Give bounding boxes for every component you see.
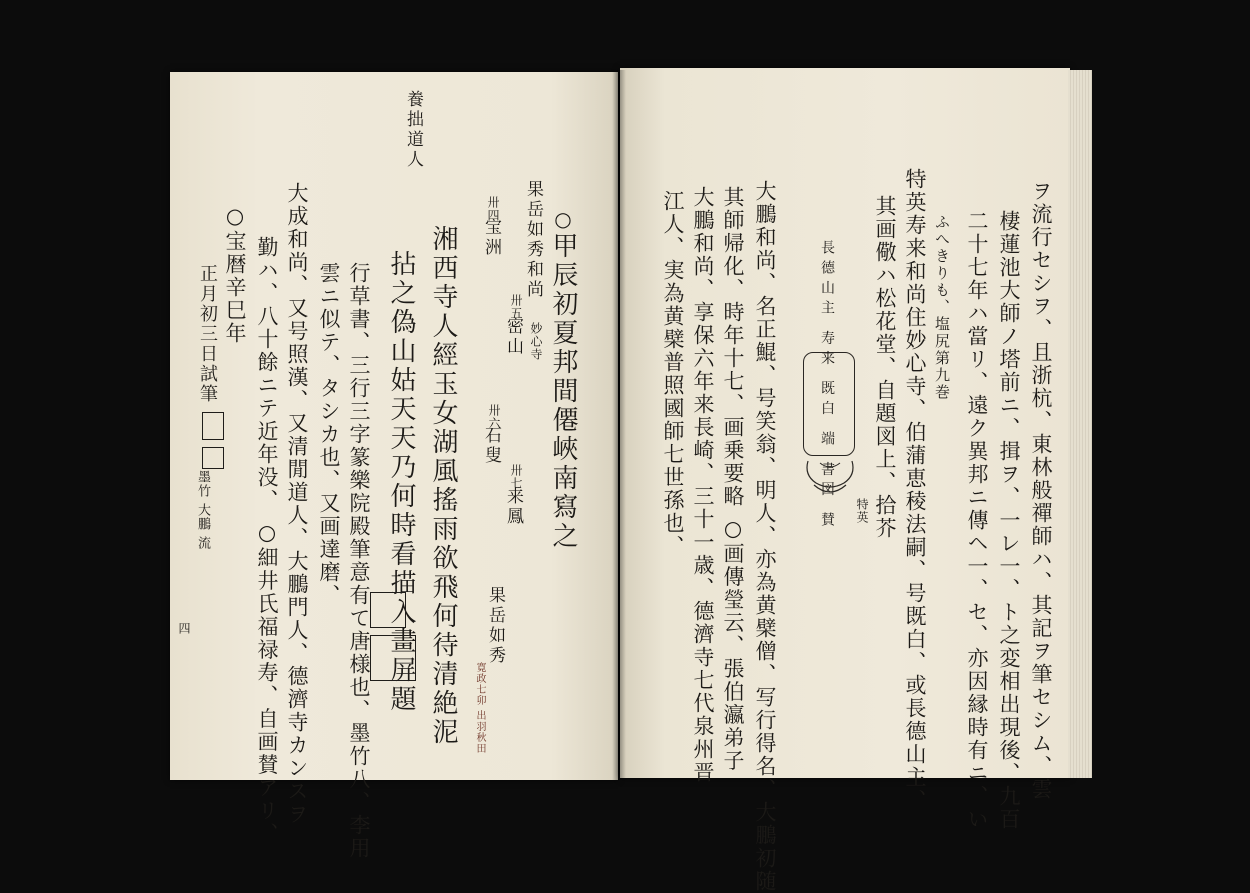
signature-note: 寛政七卯 出羽秋田 bbox=[474, 662, 485, 755]
left-body-col-3: 大成和尚、又号照漢、又清閒道人、大鵬門人、德濟寺カンスヲ bbox=[285, 182, 309, 826]
lotus-pedestal-icon bbox=[800, 455, 860, 499]
sub-heading-note: 妙心寺 bbox=[529, 322, 543, 361]
verse-col-1: 甲辰初夏邦間僊峽南寫之 bbox=[548, 232, 578, 551]
list-num: 卅四 bbox=[486, 196, 500, 222]
left-body-col-6: 正月初三日試筆 bbox=[197, 264, 218, 404]
list-name: 密山 bbox=[503, 317, 523, 357]
right-body-col-7: 大鵬和尚、名正鯤、号笑翁、明人、亦為黄檗僧、写行得名、大鵬初随 bbox=[753, 180, 777, 893]
page-edges bbox=[1068, 70, 1092, 778]
right-body-col-4: ふへきりも、塩尻第九巻 bbox=[933, 214, 951, 401]
list-name: 石叟 bbox=[481, 426, 501, 466]
square-seal-small bbox=[370, 592, 406, 628]
square-seal-large bbox=[370, 635, 416, 681]
list-num: 卅六 bbox=[487, 404, 501, 430]
list-num: 卅五 bbox=[509, 294, 523, 320]
left-body-col-4: 勤ハ、八十餘ニテ近年没、 ○細井氏福禄寿、自画賛アリ、 bbox=[255, 236, 279, 846]
small-stamp bbox=[202, 447, 224, 469]
sub-heading: 果岳如秀和尚 bbox=[523, 180, 543, 300]
signature-name: 果岳如秀 bbox=[485, 586, 505, 666]
verse-circle: ○ bbox=[551, 207, 575, 234]
verse-col-2: 湘西寺人經玉女湖風搖雨欲飛何待清絶泥 bbox=[428, 225, 458, 747]
right-body-col-6: 其画儆ハ松花堂、自題図上、拾芥 bbox=[873, 195, 897, 540]
figure-note: 特英 bbox=[855, 498, 869, 524]
page-number: 四 bbox=[177, 622, 191, 635]
right-body-col-5: 特英寿来和尚住妙心寺、伯蒲恵稜法嗣、号既白、或長德山主、 bbox=[903, 168, 927, 812]
left-body-col-2: 雲ニ似テ、タシカ也、又画達磨、 bbox=[317, 262, 341, 607]
right-body-col-2: 棲蓮池大師ノ塔前ニ、揖ヲ、一レ一、ト之変相出現後、九百 bbox=[997, 210, 1021, 831]
left-body-col-1: 行草書、三行三字篆樂院殿筆意有て唐様也、墨竹八、李用 bbox=[347, 262, 371, 860]
right-body-col-10: 江人、実為黄檗普照國師七世孫也、 bbox=[661, 190, 685, 558]
left-page-title: 養拙道人 bbox=[403, 90, 423, 170]
right-body-col-9: 大鵬和尚、享保六年来長崎、三十一歳、德濟寺七代泉州晋 bbox=[691, 186, 715, 784]
list-name: 宝洲 bbox=[481, 218, 501, 258]
right-body-col-3: 二十七年ハ當リ、遠ク異邦ニ傳ヘ一、セ、亦因縁時有ニ、い bbox=[965, 210, 989, 831]
stamp-label: 墨竹 大鵬 流 bbox=[195, 470, 210, 551]
right-body-col-8: 其師帰化、時年十七、画乗要略 ○画傳瑩云、張伯瀛弟子 bbox=[721, 186, 745, 773]
list-num: 卅七 bbox=[509, 464, 523, 490]
book-gutter bbox=[612, 70, 626, 780]
left-body-col-5: ○宝暦辛巳年 bbox=[223, 204, 247, 345]
figure-inscription: 長德山主 寿来 既白 端 書図 賛 bbox=[819, 240, 835, 533]
small-stamp-box bbox=[202, 412, 224, 440]
right-body-col-1: ヲ流行セシヲ、且浙杭、東林般禪師ハ、其記ヲ筆セシム、雲 bbox=[1029, 180, 1053, 801]
verse-col-3: 拈之偽山姑天天乃何時看描入畫屏題 bbox=[386, 250, 416, 714]
list-name: 来鳳 bbox=[503, 487, 523, 527]
